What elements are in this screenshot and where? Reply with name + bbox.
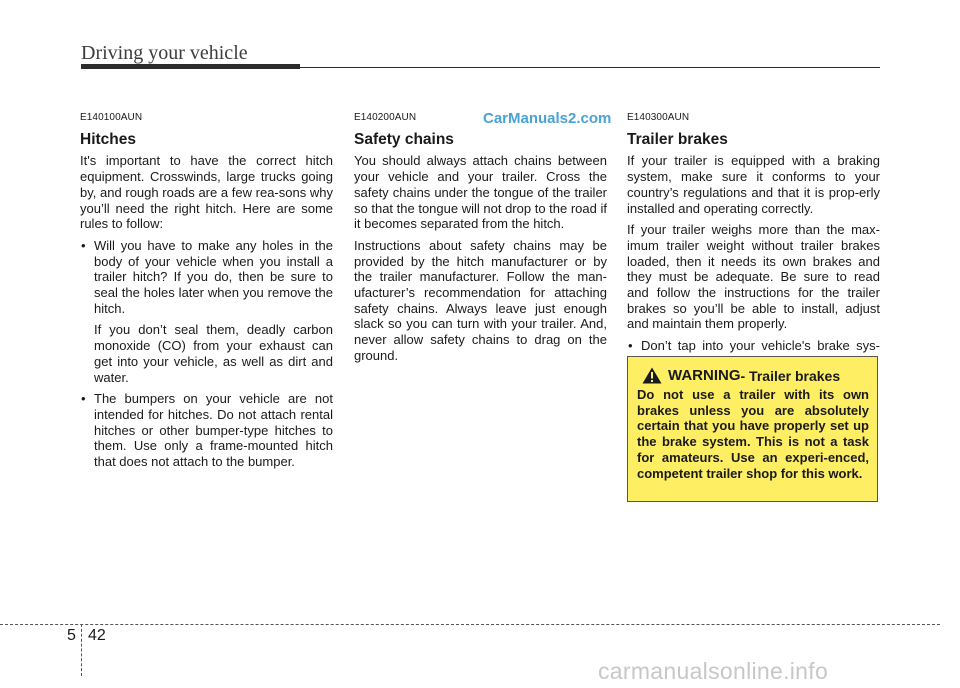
section-heading-hitches: Hitches [80,130,136,148]
warning-body: Do not use a trailer with its own brakes unless you are absolutely certain that you have properly set up the brake system. This is not a task for amateurs. Use an experi-enced, competent trailer shop for this work. [637,387,869,481]
chapter-number: 5 [67,627,76,644]
warning-box [627,356,878,502]
list-item [80,238,333,385]
bullet-icon: • [628,338,633,354]
hitches-intro: It's important to have the correct hitch equipment. Crosswinds, large trucks going by, and rough roads are a few rea-sons why you’ll need the right hitch. Here are some rules to follow: [80,153,333,232]
warning-label: WARNING [668,367,741,384]
column-safety-chains [354,110,607,370]
warning-header [642,367,869,384]
warning-triangle-icon [642,367,662,384]
header-title: Driving your vehicle [81,42,248,64]
safety-chains-para-1: You should always attach chains between your vehicle and your trailer. Cross the safety chains under the tongue of the trailer so that the tongue will not drop to the road if it becomes separated from the hitch. [354,153,607,232]
footer-separator [81,624,82,676]
footer-rule [0,624,940,625]
column-hitches [80,110,333,476]
hitches-bullet-1-cont: If you don’t seal them, deadly carbon monoxide (CO) from your exhaust can get into your vehicle, as well as dirt and water. [94,322,333,385]
hitches-bullet-2: The bumpers on your vehicle are not intended for hitches. Do not attach rental hitches or other bumper-type hitches to them. Use only a frame-mounted hitch that does not attach to the bumper. [94,391,333,470]
bullet-icon: • [81,237,86,253]
bullet-icon: • [81,391,86,407]
watermark-carmanualsonline[interactable]: carmanualsonline.info [598,658,829,684]
hitches-bullet-1: Will you have to make any holes in the body of your vehicle when you install a trailer hitch? If you do, then be sure to seal the holes later when you remove the hitch. [94,237,333,316]
column-trailer-brakes [627,110,880,376]
watermark-carmanuals2[interactable]: CarManuals2.com [483,110,612,127]
list-item [80,391,333,470]
section-code: E140300AUN [627,112,690,123]
section-code: E140100AUN [80,112,143,123]
section-heading-safety-chains: Safety chains [354,130,454,148]
trailer-brakes-bullet-1: Don’t tap into your vehicle's brake sys- [641,338,880,354]
section-heading-trailer-brakes: Trailer brakes [627,130,728,148]
header-bar [81,64,300,69]
trailer-brakes-para-1: If your trailer is equipped with a braking system, make sure it conforms to your country’s regulations and that it is prop-erly installed and operating correctly. [627,153,880,216]
hitches-bullet-list [80,238,333,470]
safety-chains-para-2: Instructions about safety chains may be provided by the hitch manufacturer or by the trailer manufacturer. Follow the man-ufacturer’s recommendation for attaching safety chains. Always leave just enough slack so you can turn with your trailer. And, never allow safety chains to drag on the ground. [354,237,607,363]
section-code: E140200AUN [354,112,417,123]
warning-subject: - Trailer brakes [740,367,841,384]
trailer-brakes-para-2: If your trailer weighs more than the max-imum trailer weight without trailer brakes loaded, then it needs its own brakes and they must be adequate. Be sure to read and follow the instructions for the trailer brakes so you’ll be able to install, adjust and maintain them properly. [627,222,880,332]
header-rule [300,67,880,68]
page-number: 42 [88,627,106,644]
